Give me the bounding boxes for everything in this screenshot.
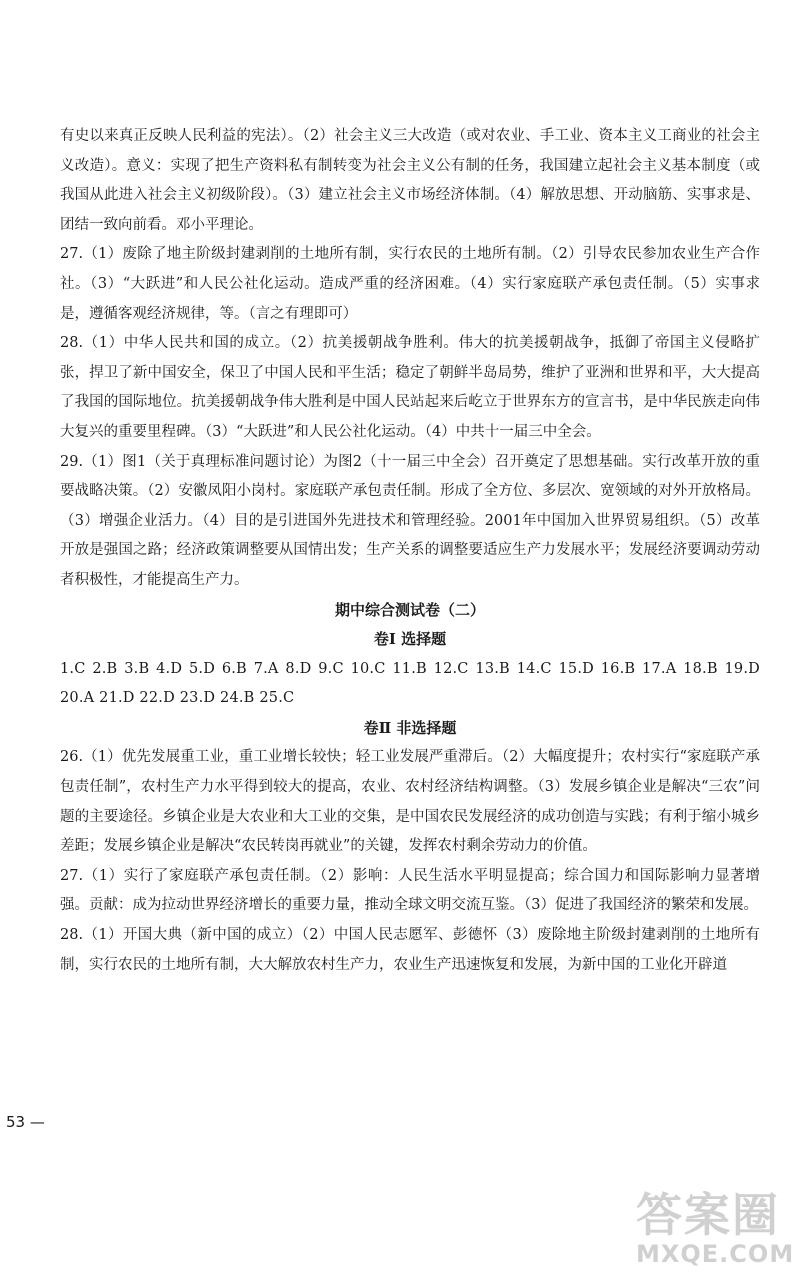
part2-title: 卷Ⅱ 非选择题 — [363, 718, 457, 737]
answer-26-part2: 26.（1）优先发展重工业，重工业增长较快；轻工业发展严重滞后。（2）大幅度提升；农村实行“家庭联产承包责任制”，农村生产力水平得到较大的提高，农业、农村经济结构调整。（3）发展乡镇企业是解决“三农”问题的主要途径。乡镇企业是大农业和大工业的交集，是中国农民发展经济的成功创造与实践；有利于缩小城乡差距；发展乡镇企业是解决“农民转岗再就业”的关键，发挥农村剩余劳动力的价值。 — [60, 749, 760, 855]
watermark-logo — [636, 1190, 806, 1276]
answer-27-part1: 27.（1）废除了地主阶级封建剥削的土地所有制，实行农民的土地所有制。（2）引导农民参加农业生产合作社。（3）“大跃进”和人民公社化运动。造成严重的经济困难。（4）实行家庭联产承包责任制。（5）实事求是，遵循客观经济规律，等。（言之有理即可） — [60, 246, 760, 322]
choice-answers: 1.C 2.B 3.B 4.D 5.D 6.B 7.A 8.D 9.C 10.C 11.B 12.C 13.B 14.C 15.D 16.B 17.A 18.B 19.D 20.A 21.D 22.D 23.D 24.B 25.C — [60, 660, 760, 707]
watermark-url: MXQE.COM — [636, 1240, 795, 1268]
watermark-logo-text: 答案圈 — [636, 1188, 780, 1242]
paragraph-intro: 有史以来真正反映人民利益的宪法）。（2）社会主义三大改造（或对农业、手工业、资本主义工商业的社会主义改造）。意义：实现了把生产资料私有制转变为社会主义公有制的任务，我国建立起社会主义基本制度（或我国从此进入社会主义初级阶段）。（3）建立社会主义市场经济体制。（4）解放思想、开动脑筋、实事求是、团结一致向前看。邓小平理论。 — [60, 128, 760, 233]
page-number: 53 — — [6, 1113, 45, 1131]
answer-28-part2: 28.（1）开国大典（新中国的成立）（2）中国人民志愿军、彭德怀（3）废除地主阶级封建剥削的土地所有制，实行农民的土地所有制，大大解放农村生产力，农业生产迅速恢复和发展，为新中国的工业化开辟道 — [60, 927, 760, 973]
answer-27-part2: 27.（1）实行了家庭联产承包责任制。（2）影响：人民生活水平明显提高；综合国力和国际影响力显著增强。贡献：成为拉动世界经济增长的重要力量，推动全球文明交流互鉴。（3）促进了我国经济的繁荣和发展。 — [60, 867, 760, 914]
answer-28-part1: 28.（1）中华人民共和国的成立。（2）抗美援朝战争胜利。伟大的抗美援朝战争，抵御了帝国主义侵略扩张，捍卫了新中国安全，保卫了中国人民和平生活；稳定了朝鲜半岛局势，维护了亚洲和世界和平，大大提高了我国的国际地位。抗美援朝战争伟大胜利是中国人民站起来后屹立于世界东方的宣言书，是中华民族走向伟大复兴的重要里程碑。（3）“大跃进”和人民公社化运动。（4）中共十一届三中全会。 — [60, 335, 760, 440]
answer-page — [60, 122, 760, 980]
answer-29-part1: 29.（1）图1（关于真理标准问题讨论）为图2（十一届三中全会）召开奠定了思想基础。实行改革开放的重要战略决策。（2）安徽凤阳小岗村。家庭联产承包责任制。形成了全方位、多层次、宽领域的对外开放格局。（3）增强企业活力。（4）目的是引进国外先进技术和管理经验。2001年中国加入世界贸易组织。（5）改革开放是强国之路；经济政策调整要从国情出发；生产关系的调整要适应生产力发展水平；发展经济要调动劳动者积极性，才能提高生产力。 — [60, 453, 760, 588]
part1-title: 卷Ⅰ 选择题 — [373, 630, 447, 649]
section-title: 期中综合测试卷（二） — [334, 600, 485, 619]
